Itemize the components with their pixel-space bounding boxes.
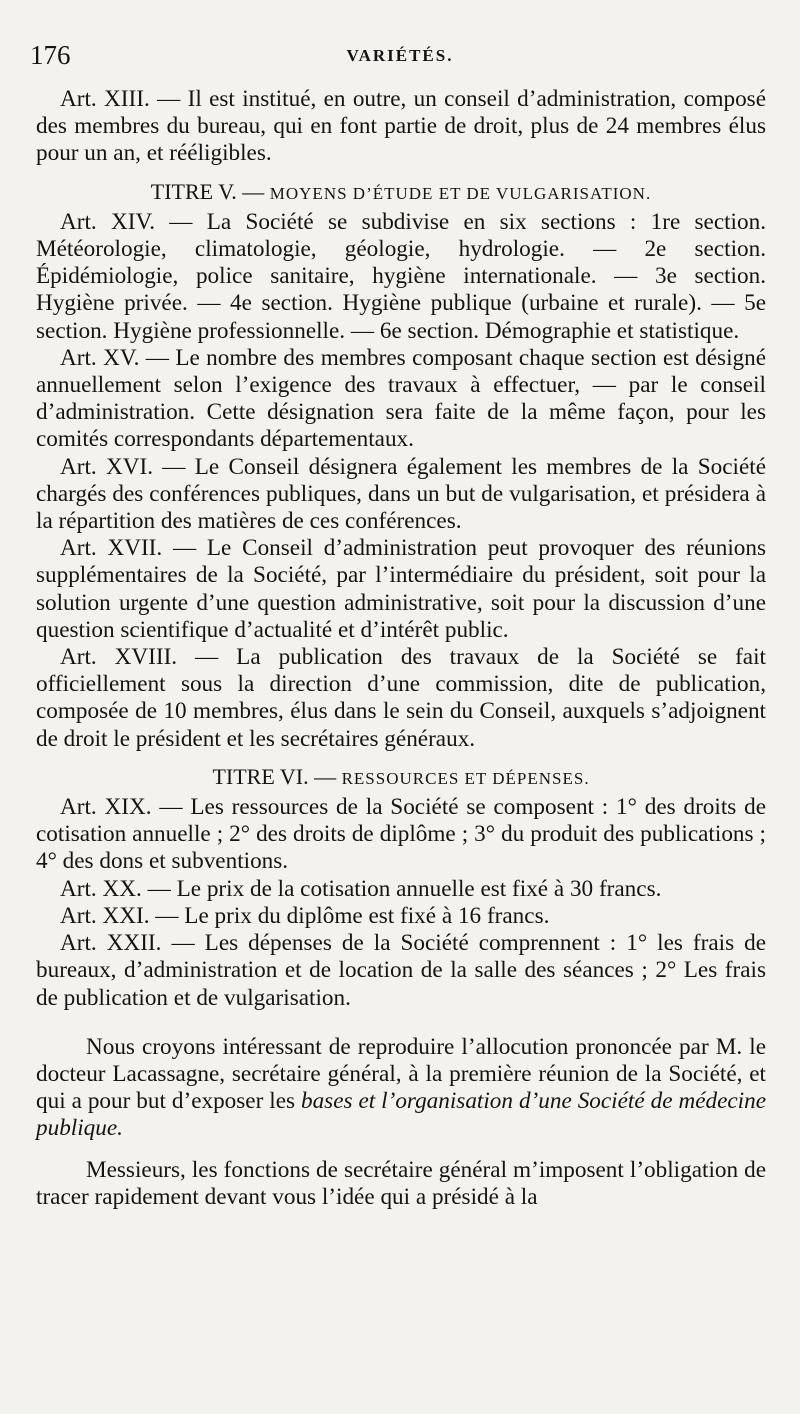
article-13: Art. XIII. — Il est institué, en outre, un conseil d’administration, composé des membres du bureau, qui en font partie de droit, plus de 24 membres élus pour un an, et rééligibles. — [36, 86, 766, 167]
titre-vi-title: RESSOURCES ET DÉPENSES. — [341, 768, 590, 788]
commentary-intro: Nous croyons intéressant de reproduire l’allocution prononcée par M. le docteur Lacassagne, secrétaire général, à la première réunion de la Société, et qui a pour but d’exposer les — [36, 1033, 766, 1115]
article-16: Art. XVI. — Le Conseil désignera également les membres de la Société chargés des conférences publiques, dans un but de vulgarisation, et présidera à la répartition des matières de ces conférences. — [36, 453, 766, 535]
page-number: 176 — [30, 40, 71, 70]
commentary-paragraph — [36, 1034, 766, 1143]
article-15: Art. XV. — Le nombre des membres composant chaque section est désigné annuellement selon l’exigence des travaux à effectuer, — par le conseil d’administration. Cette désignation sera faite de la même façon, pour les comités correspondants départementaux. — [36, 344, 766, 453]
page-header — [30, 40, 770, 70]
body-text — [36, 86, 766, 1211]
speech-paragraph: Messieurs, les fonctions de secrétaire général m’imposent l’obligation de tracer rapidement devant vous l’idée qui a présidé à la — [36, 1156, 766, 1210]
running-head: VARIÉTÉS. — [346, 46, 454, 65]
section-gap — [36, 1012, 766, 1034]
titre-v-heading — [36, 178, 766, 207]
titre-v-title: MOYENS D’ÉTUDE ET DE VULGARISATION. — [269, 183, 652, 203]
titre-v-label: TITRE V. — — [150, 178, 265, 204]
titre-vi-label: TITRE VI. — — [212, 763, 337, 789]
article-17: Art. XVII. — Le Conseil d’administration peut provoquer des réunions supplémentaires de la Société, par l’intermédiaire du président, soit pour la solution urgente d’une question administrative, soit pour la discussion d’une question scientifique d’actualité et d’intérêt public. — [36, 535, 766, 643]
article-21: Art. XXI. — Le prix du diplôme est fixé à 16 francs. — [60, 902, 550, 929]
commentary-italic: bases et l’organisation d’une Société de médecine publique. — [36, 1088, 766, 1142]
article-22: Art. XXII. — Les dépenses de la Société comprennent : 1° les frais de bureaux, d’administration et de location de la salle des séances ; 2° Les frais de publication et de vulgarisation. — [36, 930, 766, 1011]
article-19: Art. XIX. — Les ressources de la Société se composent : 1° des droits de cotisation annuelle ; 2° des droits de diplôme ; 3° du produit des publications ; 4° des dons et subventions. — [36, 794, 766, 875]
section-gap-2 — [36, 1143, 766, 1157]
article-14: Art. XIV. — La Société se subdivise en six sections : 1re section. Météorologie, climatologie, géologie, hydrologie. — 2e section. Épidémiologie, police sanitaire, hygiène internationale. — 3e section. Hygiène privée. — 4e section. Hygiène publique (urbaine et rurale). — 5e section. Hygiène professionnelle. — 6e section. Démographie et statistique. — [36, 208, 766, 344]
article-18: Art. XVIII. — La publication des travaux de la Société se fait officiellement sous la direction d’une commission, dite de publication, composée de 10 membres, élus dans le sein du Conseil, auxquels s’adjoignent de droit le président et les secrétaires généraux. — [36, 644, 766, 752]
titre-vi-heading — [36, 763, 766, 792]
article-20: Art. XX. — Le prix de la cotisation annuelle est fixé à 30 francs. — [60, 875, 662, 902]
